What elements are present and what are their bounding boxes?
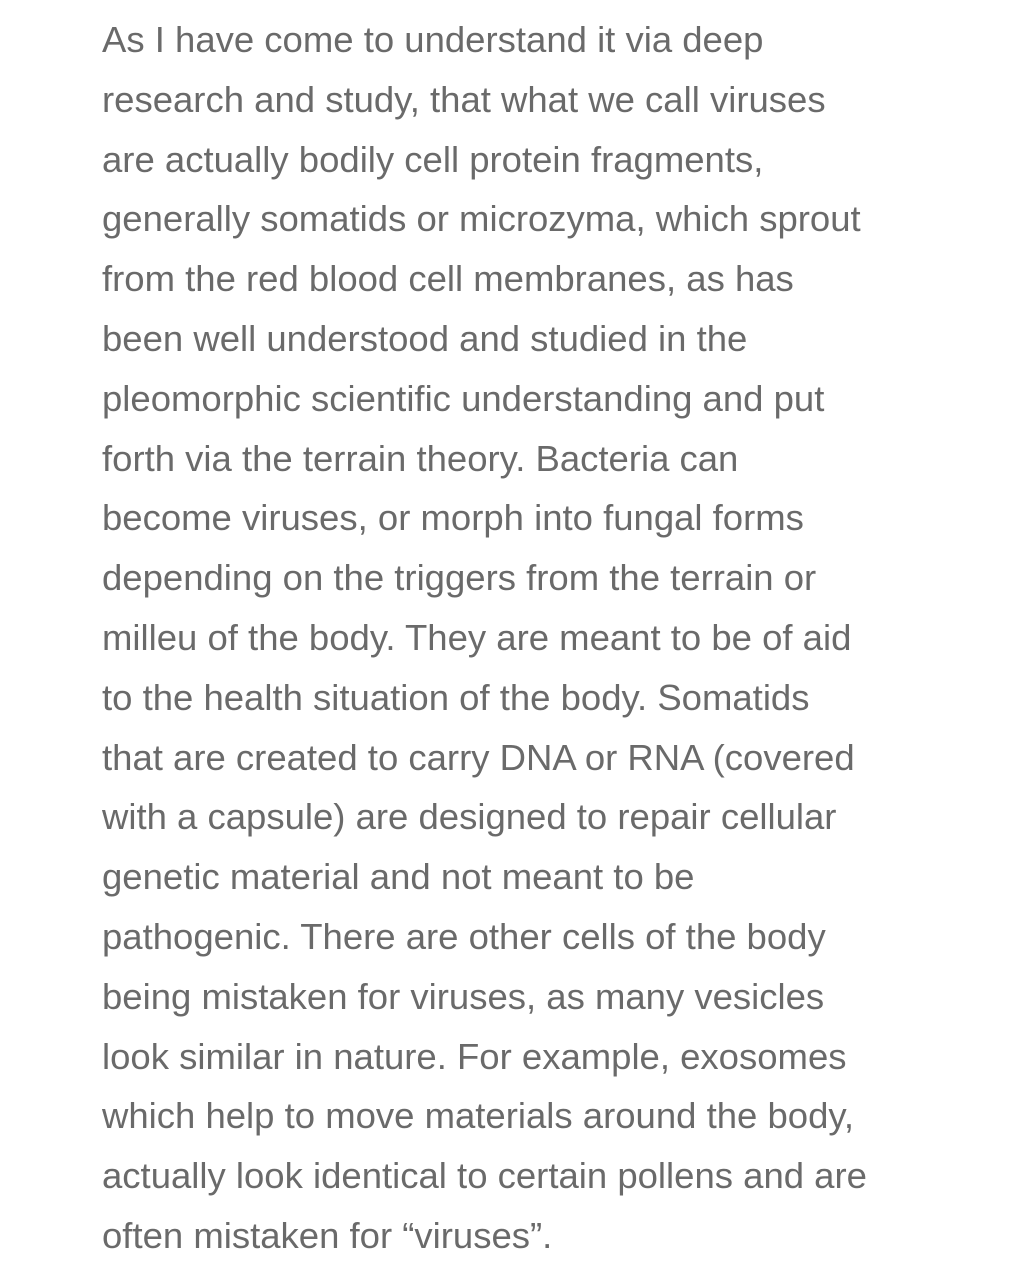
text-line: to the health situation of the body. Somatids [102,676,810,718]
text-line: actually look identical to certain pollens and are [102,1155,867,1197]
text-line: generally somatids or microzyma, which sprout [102,198,861,240]
text-line: research and study, that what we call viruses [102,78,826,120]
text-line: pathogenic. There are other cells of the body [102,915,826,957]
text-line: As I have come to understand it via deep [102,19,764,60]
text-line: genetic material and not meant to be [102,856,695,898]
text-line: often mistaken for “viruses”. [102,1214,553,1256]
text-line: forth via the terrain theory. Bacteria can [102,437,739,479]
text-line: with a capsule) are designed to repair cellular [102,796,837,838]
text-line: look similar in nature. For example, exosomes [102,1035,847,1077]
text-line: from the red blood cell membranes, as has [102,258,794,300]
text-line: milleu of the body. They are meant to be of aid [102,616,852,658]
text-line: depending on the triggers from the terrain or [102,557,817,599]
text-line: pleomorphic scientific understanding and put [102,377,825,419]
text-line: become viruses, or morph into fungal forms [102,497,804,539]
text-line: are actually bodily cell protein fragments, [102,138,764,180]
text-line: been well understood and studied in the [102,317,748,359]
text-line: which help to move materials around the body, [102,1095,855,1137]
text-line: that are created to carry DNA or RNA (covered [102,736,855,778]
text-line: being mistaken for viruses, as many vesicles [102,975,825,1017]
